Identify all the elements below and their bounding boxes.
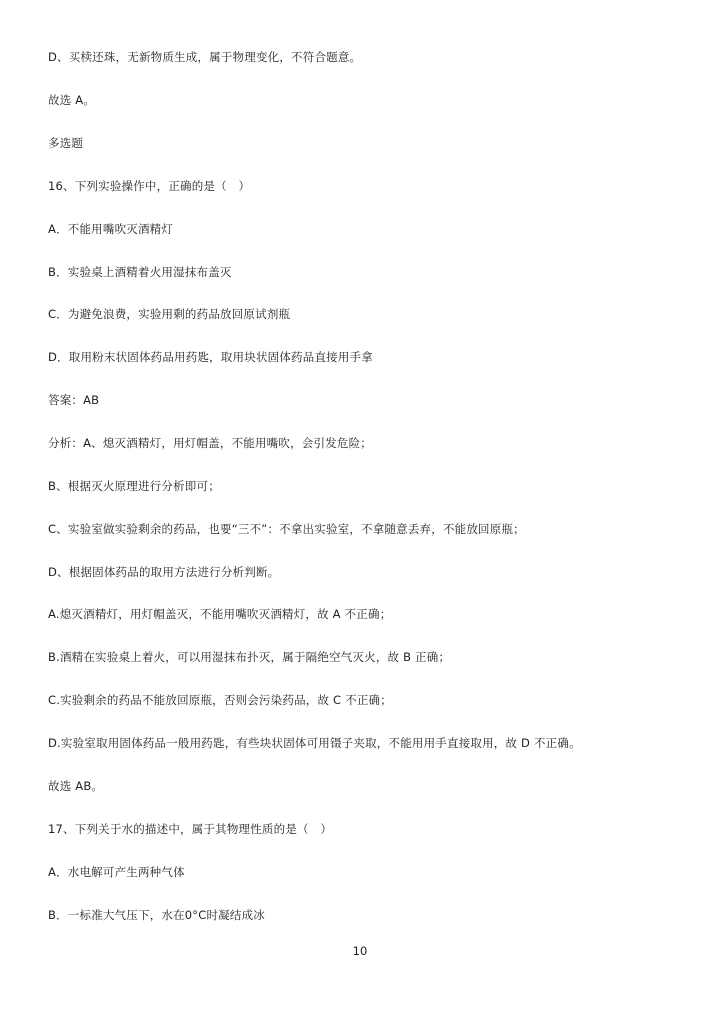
option-a: A．水电解可产生两种气体 <box>48 865 185 879</box>
analysis-line: B、根据灭火原理进行分析即可； <box>48 479 220 493</box>
section-heading: 多选题 <box>48 136 84 150</box>
option-c: C．为避免浪费，实验用剩的药品放回原试剂瓶 <box>48 307 291 321</box>
option-a: A．不能用嘴吹灭酒精灯 <box>48 222 174 236</box>
text-line: 故选 A。 <box>48 93 96 107</box>
explanation-line: B.酒精在实验桌上着火，可以用湿抹布扑灭，属于隔绝空气灭火，故 B 正确； <box>48 650 451 664</box>
explanation-line: C.实验剩余的药品不能放回原瓶，否则会污染药品，故 C 不正确； <box>48 693 392 707</box>
option-b: B．一标准大气压下，水在0°C时凝结成冰 <box>48 908 265 922</box>
explanation-line: A.熄灭酒精灯，用灯帽盖灭，不能用嘴吹灭酒精灯，故 A 不正确； <box>48 607 392 621</box>
analysis-line: D、根据固体药品的取用方法进行分析判断。 <box>48 565 280 579</box>
answer-line: 答案：AB <box>48 393 100 407</box>
page-number: 10 <box>352 944 368 958</box>
explanation-line: D.实验室取用固体药品一般用药匙，有些块状固体可用镊子夹取，不能用用手直接取用，故 D 不正确。 <box>48 736 581 750</box>
analysis-line: 分析：A、熄灭酒精灯，用灯帽盖，不能用嘴吹，会引发危险； <box>48 436 372 450</box>
question-16: 16、下列实验操作中，正确的是（ ） <box>48 179 251 193</box>
option-d: D．取用粉末状固体药品用药匙，取用块状固体药品直接用手拿 <box>48 350 373 364</box>
text-line: D、买椟还珠，无新物质生成，属于物理变化，不符合题意。 <box>48 50 362 64</box>
question-17: 17、下列关于水的描述中，属于其物理性质的是（ ） <box>48 822 333 836</box>
option-b: B．实验桌上酒精着火用湿抹布盖灭 <box>48 265 232 279</box>
analysis-line: C、实验室做实验剩余的药品，也要“三不”：不拿出实验室，不拿随意丢弃，不能放回原瓶； <box>48 522 525 536</box>
conclusion-line: 故选 AB。 <box>48 779 104 793</box>
